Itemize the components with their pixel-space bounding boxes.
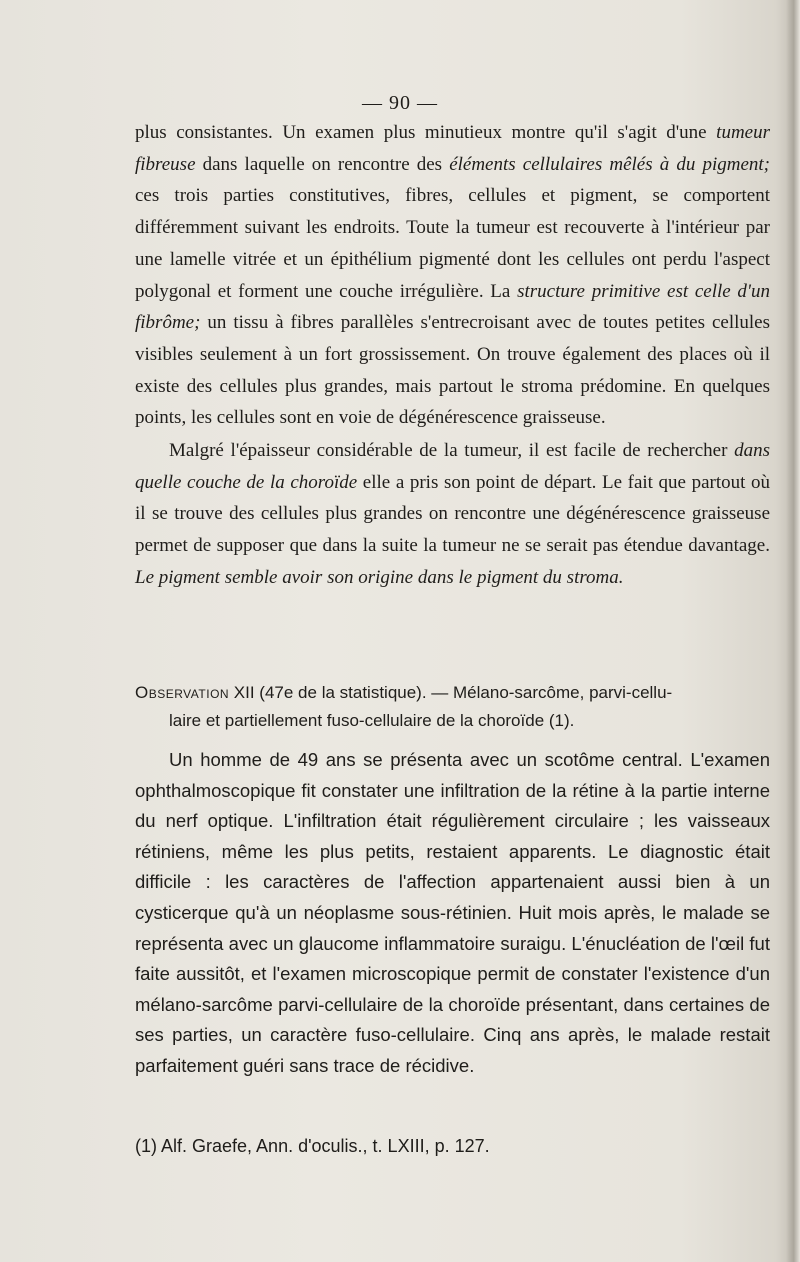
p1-italic-1: tumeur fibreuse — [135, 122, 770, 175]
observation-heading — [135, 679, 770, 735]
paragraph-tumor-structure — [135, 117, 770, 434]
p1-text-3: ces trois parties constitutives, fibres, cellules et pigment, se comportent différemment suivant les endroits. Toute la tumeur est recouverte à l'intérieur par une lamelle vitrée et un épithélium pigmenté dont les cellules ont perdu l'aspect polygonal et forment une couche irrégulière. La — [135, 185, 770, 302]
page-number: — 90 — — [362, 92, 438, 114]
observation-line-2: laire et partiellement fuso-cellulaire de la choroïde (1). — [169, 711, 575, 730]
observation-title: XII (47e de la statistique). — Mélano-sarcôme, parvi-cellu- — [229, 683, 673, 702]
footnote: (1) Alf. Graefe, Ann. d'oculis., t. LXIII, p. 127. — [135, 1136, 490, 1156]
p1-text-2: dans laquelle on rencontre des — [195, 153, 450, 175]
p2-italic-2: Le pigment semble avoir son origine dans le pigment du stroma. — [135, 566, 624, 588]
p1-text-4: un tissu à fibres parallèles s'entrecroisant avec de toutes petites cellules visibles seulement à un fort grossissement. On trouve également des places où il existe des cellules plus grandes, mais partout le stroma prédomine. En quelques points, les cellules sont en voie de dégénérescence graisseuse. — [135, 312, 770, 429]
paragraph-choroid-origin — [135, 435, 770, 594]
p2-text-2: elle a pris son point de départ. Le fait que partout où il se trouve des cellules plus grandes on rencontre une dégénérescence graisseuse permet de supposer que dans la suite la tumeur ne se serait pas étendue davantage. — [135, 471, 770, 557]
page-edge-shadow — [786, 0, 800, 1262]
p1-italic-3: structure primitive est celle d'un fibrôme; — [135, 280, 770, 334]
paragraph-case-report: Un homme de 49 ans se présenta avec un scotôme central. L'examen ophthalmoscopique fit constater une infiltration de la rétine à la partie interne du nerf optique. L'infiltration était régulièrement circulaire ; les vaisseaux rétiniens, même les plus petits, restaient apparents. Le diagnostic était difficile : les caractères de l'affection appartenaient aussi bien à un cysticerque qu'à un néoplasme sous-rétinien. Huit mois après, le malade se représenta avec un glaucome inflammatoire suraigu. L'énucléation de l'œil fut faite aussitôt, et l'examen microscopique permit de constater l'existence d'un mélano-sarcôme parvi-cellulaire de la choroïde présentant, dans certaines de ses parties, un caractère fuso-cellulaire. Cinq ans après, le malade restait parfaitement guéri sans trace de récidive. — [135, 749, 770, 1076]
p2-italic-1: dans quelle couche de la choroïde — [135, 440, 770, 493]
p1-text-1: plus consistantes. Un examen plus minutieux montre qu'il s'agit d'une — [135, 122, 717, 143]
p2-text-1: Malgré l'épaisseur considérable de la tumeur, il est facile de rechercher — [169, 440, 735, 461]
p1-italic-2: éléments cellulaires mêlés à du pigment; — [449, 153, 770, 175]
observation-label: Observation — [135, 683, 230, 702]
observation-line-1 — [135, 679, 770, 707]
